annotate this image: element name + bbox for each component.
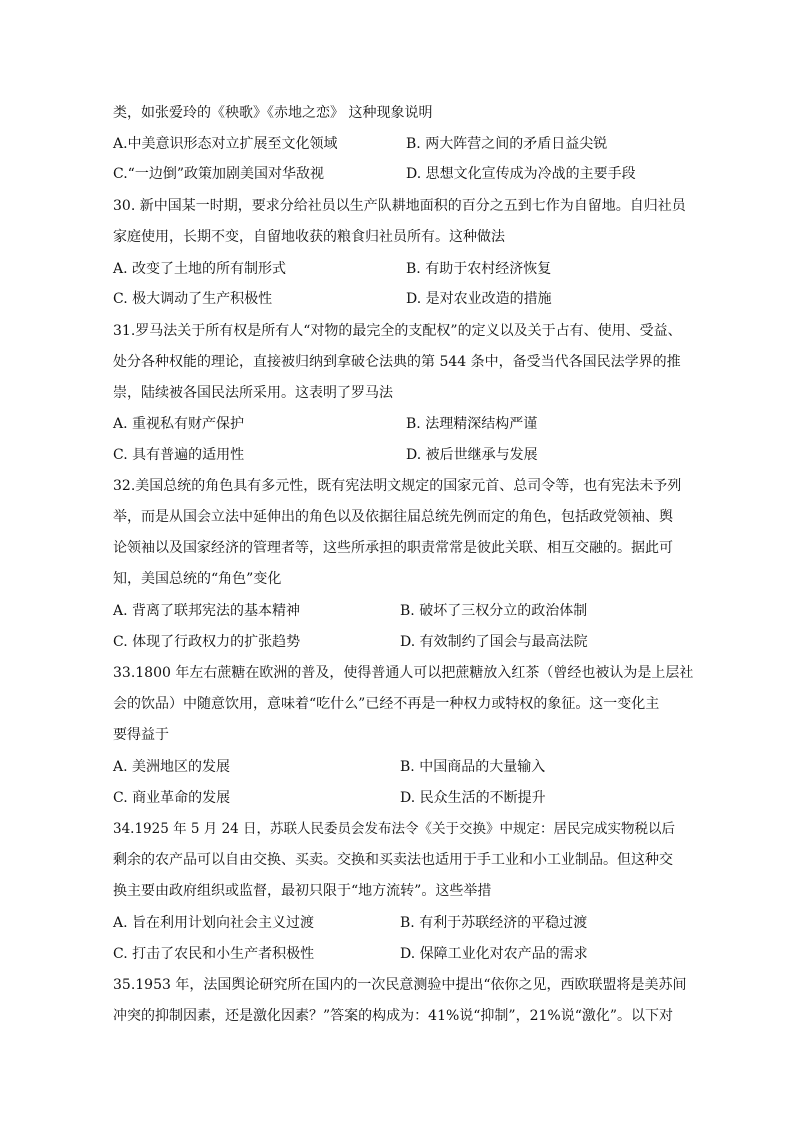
q31-option-b: B. 法理精深结构严谨 <box>406 416 538 432</box>
q32-option-d: D. 有效制约了国会与最高法院 <box>400 634 588 650</box>
q31-option-c: C. 具有普遍的适用性 <box>113 447 245 463</box>
q32-option-c: C. 体现了行政权力的扩张趋势 <box>113 634 301 650</box>
q31-stem-line-1: 31.罗马法关于所有权是所有人“对物的最完全的支配权”的定义以及关于占有、使用、受益、 <box>113 323 682 339</box>
q29-stem-line: 类，如张爱玲的《秧歌》《赤地之恋》 这种现象说明 <box>113 105 433 121</box>
q32-stem-line-4: 知，美国总统的“角色”变化 <box>113 571 282 587</box>
q33-stem-line-1: 33.1800 年左右蔗糖在欧洲的普及，使得普通人可以把蔗糖放入红茶（曾经也被认为是上层社 <box>113 665 694 681</box>
q32-stem-line-3: 论领袖以及国家经济的管理者等，这些所承担的职责常常是彼此关联、相互交融的。据此可 <box>113 540 673 556</box>
q31-stem-line-3: 崇，陆续被各国民法所采用。这表明了罗马法 <box>113 385 393 401</box>
q35-stem-line-1: 35.1953 年，法国舆论研究所在国内的一次民意测验中提出“依你之见，西欧联盟将是美苏间 <box>113 977 687 993</box>
q30-option-a: A. 改变了土地的所有制形式 <box>113 261 287 277</box>
q30-stem-line-2: 家庭使用，长期不变，自留地收获的粮食归社员所有。这种做法 <box>113 229 505 245</box>
q33-stem-line-3: 要得益于 <box>113 727 169 743</box>
q33-option-a: A. 美洲地区的发展 <box>113 759 231 775</box>
q34-stem-line-2: 剩余的农产品可以自由交换、买卖。交换和买卖法也适用于手工业和小工业制品。但这种交 <box>113 852 673 868</box>
q34-option-d: D. 保障工业化对农产品的需求 <box>400 946 588 962</box>
q35-stem-line-2: 冲突的抑制因素，还是激化因素？”答案的构成为：41%说“抑制”，21%说“激化”。以下对 <box>113 1008 674 1024</box>
q31-option-a: A. 重视私有财产保护 <box>113 416 245 432</box>
q29-option-d: D. 思想文化宣传成为冷战的主要手段 <box>406 166 636 182</box>
q29-option-a: A.中美意识形态对立扩展至文化领域 <box>113 136 338 152</box>
q29-option-c: C.“一边倒”政策加剧美国对华敌视 <box>113 166 324 182</box>
q30-option-d: D. 是对农业改造的措施 <box>406 291 552 307</box>
q32-stem-line-1: 32.美国总统的角色具有多元性，既有宪法明文规定的国家元首、总司令等，也有宪法未予列 <box>113 478 682 494</box>
q32-option-b: B. 破坏了三权分立的政治体制 <box>400 603 588 619</box>
q31-option-d: D. 被后世继承与发展 <box>406 447 538 463</box>
q34-stem-line-3: 换主要由政府组织或监督，最初只限于“地方流转”。这些举措 <box>113 883 492 899</box>
q33-option-d: D. 民众生活的不断提升 <box>400 790 546 806</box>
q32-option-a: A. 背离了联邦宪法的基本精神 <box>113 603 301 619</box>
q32-stem-line-2: 举，而是从国会立法中延伸出的角色以及依据往届总统先例而定的角色，包括政党领袖、舆 <box>113 509 673 525</box>
q30-stem-line-1: 30. 新中国某一时期，要求分给社员以生产队耕地面积的百分之五到七作为自留地。自归社员 <box>113 198 686 214</box>
q34-option-b: B. 有利于苏联经济的平稳过渡 <box>400 915 588 931</box>
q33-option-b: B. 中国商品的大量输入 <box>400 759 546 775</box>
q34-option-a: A. 旨在利用计划向社会主义过渡 <box>113 915 315 931</box>
q30-option-b: B. 有助于农村经济恢复 <box>406 261 552 277</box>
q33-option-c: C. 商业革命的发展 <box>113 790 231 806</box>
q34-option-c: C. 打击了农民和小生产者积极性 <box>113 946 315 962</box>
q33-stem-line-2: 会的饮品）中随意饮用，意味着“吃什么”已经不再是一种权力或特权的象征。这一变化主 <box>113 696 660 712</box>
q29-option-b: B. 两大阵营之间的矛盾日益尖锐 <box>406 136 608 152</box>
q30-option-c: C. 极大调动了生产积极性 <box>113 291 273 307</box>
q31-stem-line-2: 处分各种权能的理论，直接被归纳到拿破仑法典的第 544 条中，备受当代各国民法学界的推 <box>113 354 681 370</box>
q34-stem-line-1: 34.1925 年 5 月 24 日，苏联人民委员会发布法令《关于交换》中规定：居民完成实物税以后 <box>113 821 676 837</box>
